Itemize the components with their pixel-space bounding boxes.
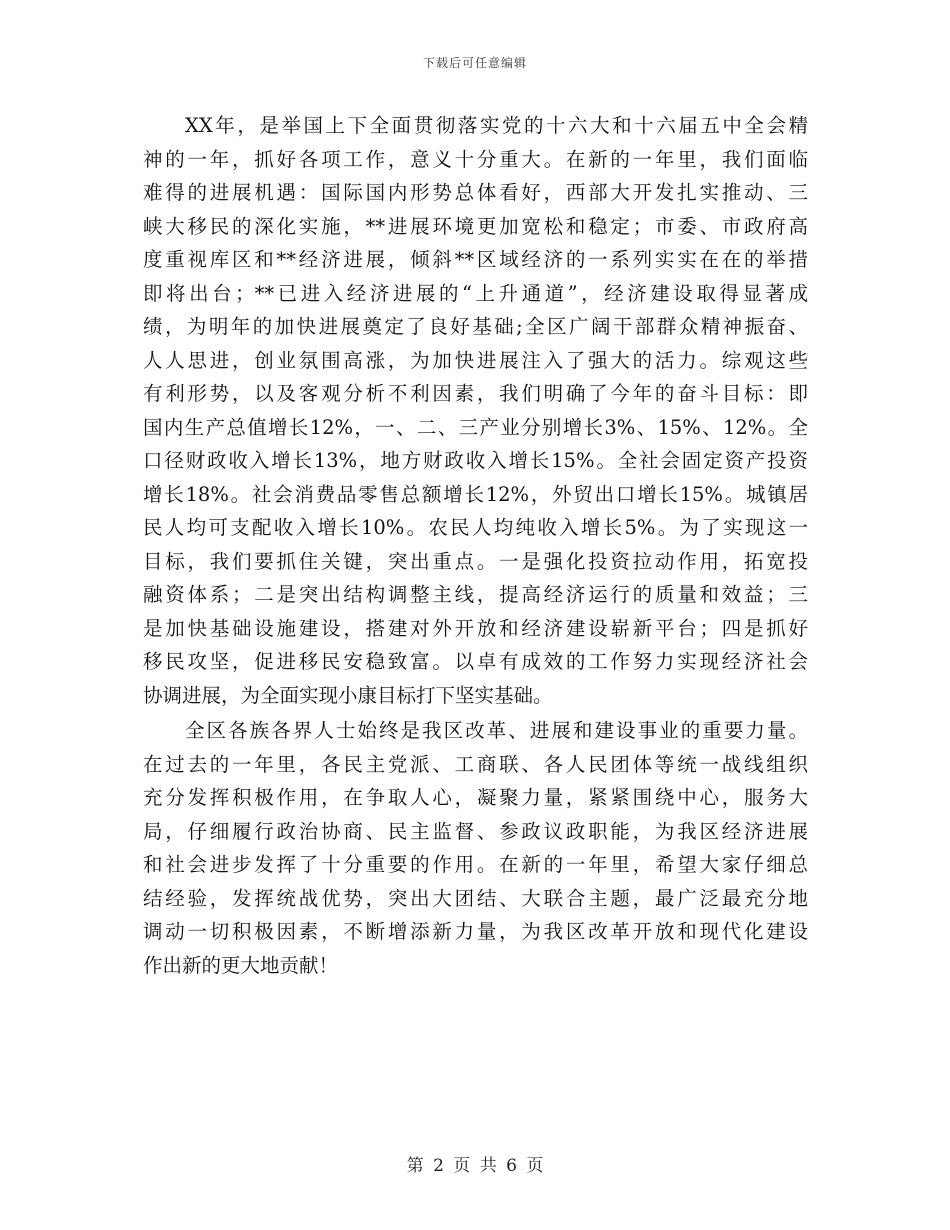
text-line: 民人均可支配收入增长10%。农民人均纯收入增长5%。为了实现这一 (143, 516, 808, 539)
text-line: 是加快基础设施建设，搭建对外开放和经济建设崭新平台；四是抓好 (143, 616, 808, 640)
paragraph-2 (143, 714, 808, 982)
text-line: 目标，我们要抓住关键，突出重点。一是强化投资拉动作用，拓宽投 (143, 549, 808, 573)
text-line: 调动一切积极因素，不断增添新力量，为我区改革开放和现代化建设 (143, 920, 808, 943)
text-line: 峡大移民的深化实施，**进展环境更加宽松和稳定；市委、市政府高 (143, 214, 808, 238)
text-line: 人人思进，创业氛围高涨，为加快进展注入了强大的活力。综观这些 (143, 348, 808, 372)
text-line: XX年，是举国上下全面贯彻落实党的十六大和十六届五中全会精 (185, 114, 808, 137)
text-line: 全区各族各界人士始终是我区改革、进展和建设事业的重要力量。 (185, 719, 808, 742)
text-line: 绩，为明年的加快进展奠定了良好基础;全区广阔干部群众精神振奋、 (143, 315, 808, 338)
text-line: 结经验，发挥统战优势，突出大团结、大联合主题，最广泛最充分地 (143, 886, 808, 910)
text-line: 国内生产总值增长12%，一、二、三产业分别增长3%、15%、12%。全 (143, 415, 808, 439)
text-line: 作出新的更大地贡献！ (143, 953, 339, 977)
text-line: 充分发挥积极作用，在争取人心，凝聚力量，紧紧围绕中心，服务大 (143, 786, 808, 809)
text-line: 移民攻坚，促进移民安稳致富。以卓有成效的工作努力实现经济社会 (143, 650, 808, 673)
text-line: 度重视库区和**经济进展，倾斜**区域经济的一系列实实在在的举措 (143, 248, 808, 271)
text-line: 有利形势，以及客观分析不利因素，我们明确了今年的奋斗目标：即 (143, 382, 808, 405)
page-header: 下载后可任意编辑 (422, 56, 527, 70)
text-line: 增长18%。社会消费品零售总额增长12%，外贸出口增长15%。城镇居 (143, 482, 808, 506)
text-line: 在过去的一年里，各民主党派、工商联、各人民团体等统一战线组织 (143, 752, 808, 776)
text-line: 难得的进展机遇：国际国内形势总体看好，西部大开发扎实推动、三 (143, 181, 808, 204)
document-body (143, 109, 808, 982)
page-number: 第 2 页 共 6 页 (406, 1156, 544, 1176)
text-line: 协调进展，为全面实现小康目标打下坚实基础。 (143, 683, 553, 707)
text-line: 和社会进步发挥了十分重要的作用。在新的一年里，希望大家仔细总 (143, 853, 808, 876)
text-line: 局，仔细履行政治协商、民主监督、参政议政职能，为我区经济进展 (143, 819, 808, 843)
text-line: 融资体系；二是突出结构调整主线，提高经济运行的质量和效益；三 (143, 583, 808, 606)
paragraph-1 (143, 109, 808, 712)
text-line: 即将出台；**已进入经济进展的“上升通道”，经济建设取得显著成 (143, 281, 808, 305)
text-line: 口径财政收入增长13%，地方财政收入增长15%。全社会固定资产投资 (143, 449, 808, 472)
text-line: 神的一年，抓好各项工作，意义十分重大。在新的一年里，我们面临 (143, 147, 808, 171)
